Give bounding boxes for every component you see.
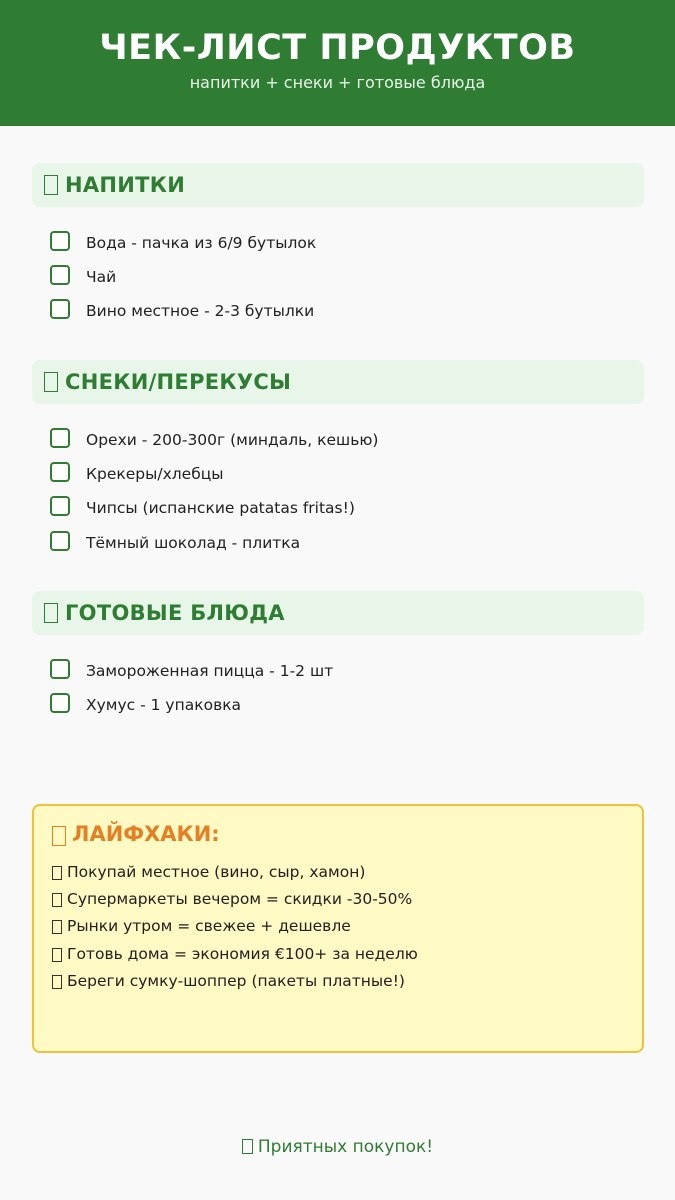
checklist-item[interactable] — [50, 531, 610, 555]
footer — [0, 1137, 675, 1157]
checkbox[interactable] — [50, 496, 70, 516]
checklist-item[interactable] — [50, 659, 610, 683]
checklist-item-label: Хумус - 1 упаковка — [86, 696, 242, 714]
checkbox[interactable] — [50, 428, 70, 448]
tip-text: Покупай местное (вино, сыр, хамон) — [67, 863, 366, 881]
checklist-item-label: Тёмный шоколад - плитка — [86, 534, 301, 552]
tip-icon — [52, 866, 62, 880]
meal-icon — [44, 603, 58, 623]
checklist-item-label: Замороженная пицца - 1-2 шт — [86, 662, 334, 680]
checkbox[interactable] — [50, 531, 70, 551]
checklist-item-label: Орехи - 200-300г (миндаль, кешью) — [86, 431, 379, 449]
checklist-item-label: Крекеры/хлебцы — [86, 465, 224, 483]
shopping-cart-icon — [242, 1139, 253, 1154]
tips-title: ЛАЙФХАКИ: — [72, 822, 220, 846]
checkbox[interactable] — [50, 693, 70, 713]
checklist-item-label: Чай — [86, 268, 117, 286]
section-header-snacks — [32, 360, 644, 404]
tip-text: Рынки утром = свежее + дешевле — [67, 917, 351, 935]
checkbox[interactable] — [50, 462, 70, 482]
checklist-item[interactable] — [50, 428, 610, 452]
lightbulb-icon — [52, 826, 66, 846]
tip-icon — [52, 893, 62, 907]
tip-text: Супермаркеты вечером = скидки -30-50% — [67, 890, 413, 908]
checkbox[interactable] — [50, 299, 70, 319]
checklist-item[interactable] — [50, 462, 610, 486]
checklist-item[interactable] — [50, 265, 610, 289]
page-subtitle: напитки + снеки + готовые блюда — [189, 73, 486, 92]
tip-text: Береги сумку-шоппер (пакеты платные!) — [67, 972, 405, 990]
page-title: ЧЕК-ЛИСТ ПРОДУКТОВ — [99, 28, 576, 68]
tip-icon — [52, 975, 62, 989]
checkbox[interactable] — [50, 659, 70, 679]
drink-icon — [44, 175, 58, 195]
section-title: НАПИТКИ — [65, 173, 186, 197]
tips-box — [32, 804, 644, 1053]
tip-icon — [52, 948, 62, 962]
section-header-meals — [32, 591, 644, 635]
footer-text: Приятных покупок! — [257, 1137, 434, 1157]
tip-icon — [52, 920, 62, 934]
checklist-item[interactable] — [50, 231, 610, 255]
tip-text: Готовь дома = экономия €100+ за неделю — [67, 945, 418, 963]
checklist-item[interactable] — [50, 299, 610, 323]
snack-icon — [44, 372, 58, 392]
checklist-item-label: Вино местное - 2-3 бутылки — [86, 302, 315, 320]
section-title: СНЕКИ/ПЕРЕКУСЫ — [65, 370, 292, 394]
checklist-item[interactable] — [50, 693, 610, 717]
checklist-item-label: Вода - пачка из 6/9 бутылок — [86, 234, 317, 252]
section-title: ГОТОВЫЕ БЛЮДА — [65, 601, 285, 625]
checkbox[interactable] — [50, 231, 70, 251]
checklist-item[interactable] — [50, 496, 610, 520]
section-header-drinks — [32, 163, 644, 207]
checklist-item-label: Чипсы (испанские patatas fritas!) — [86, 499, 355, 517]
checkbox[interactable] — [50, 265, 70, 285]
page-header — [0, 0, 675, 126]
